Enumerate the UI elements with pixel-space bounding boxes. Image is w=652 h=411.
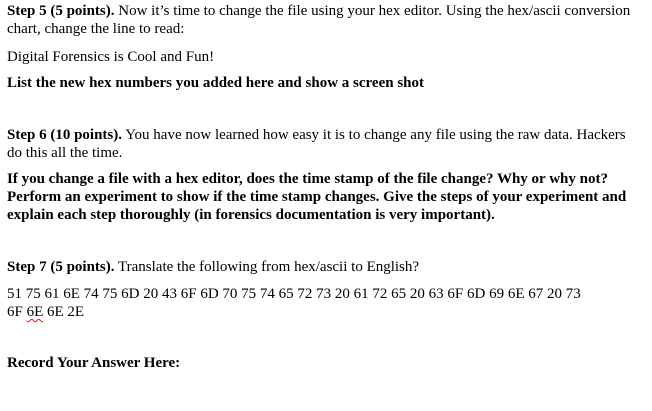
hex-line-2-end: 6E 2E	[43, 304, 85, 320]
step7-hex-line-2	[7, 303, 643, 321]
step5-heading: Step 5 (5 points).	[7, 3, 115, 19]
step7-paragraph	[7, 258, 643, 276]
step5-target-line: Digital Forensics is Cool and Fun!	[7, 49, 215, 65]
step7-text: Translate the following from hex/ascii to English?	[114, 259, 420, 275]
step6-text: You have now learned how easy it is to change any file using the raw data. Hackers do this all the time.	[7, 127, 626, 161]
hex-line-2-start: 6F	[7, 304, 27, 320]
step6-paragraph	[7, 126, 643, 162]
answer-label: Record Your Answer Here:	[7, 355, 181, 371]
step5-paragraph	[7, 2, 643, 38]
step5-text: Now it’s time to change the file using your hex editor. Using the hex/ascii conversion chart, change the line to read:	[7, 3, 631, 37]
step7-hex-line-1: 51 75 61 6E 74 75 6D 20 43 6F 6D 70 75 74 65 72 73 20 61 72 65 20 63 6F 6D 69 6E 67 20 73	[7, 286, 581, 302]
step7-heading: Step 7 (5 points).	[7, 259, 115, 275]
step6-question: If you change a file with a hex editor, does the time stamp of the file change? Why or why not? Perform an experiment to show if the time stamp changes. Give the steps of your experiment and explain each step thoroughly (in forensics documentation is very important).	[7, 171, 627, 223]
step5-instruction: List the new hex numbers you added here and show a screen shot	[7, 75, 424, 91]
document-body	[7, 0, 643, 372]
step6-heading: Step 6 (10 points).	[7, 127, 123, 143]
spellcheck-flagged-word: 6E	[26, 304, 44, 320]
